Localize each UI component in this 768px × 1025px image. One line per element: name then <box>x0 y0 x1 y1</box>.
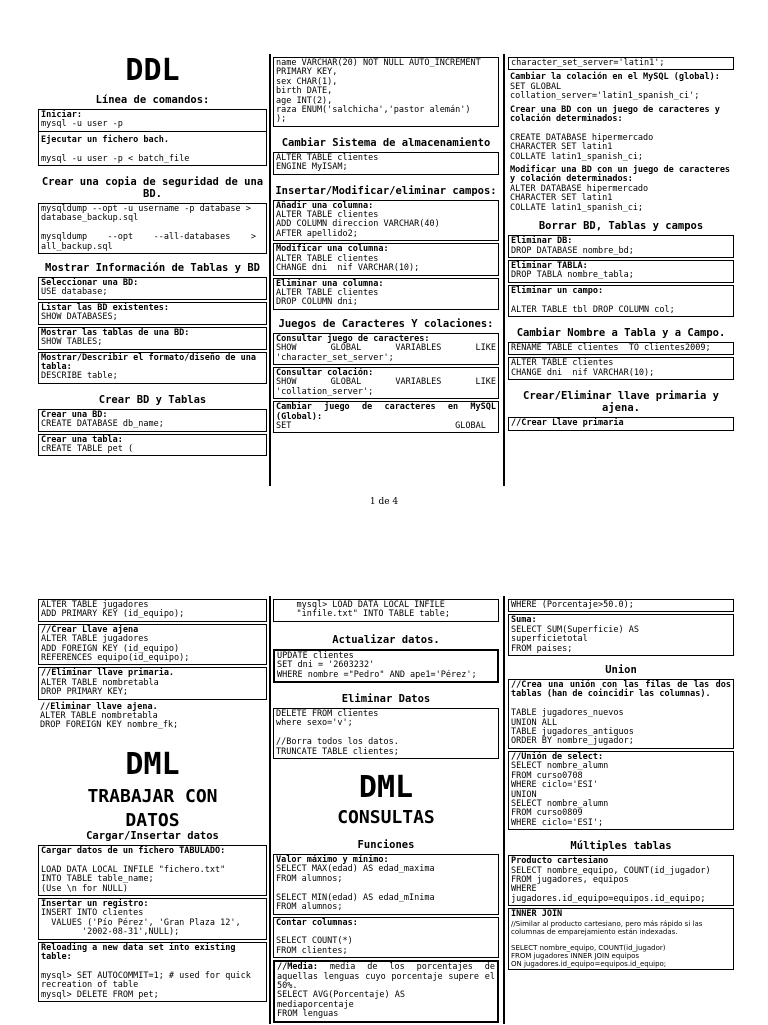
code-box-rename-table: RENAME TABLE clientes TO clientes2009; <box>508 342 734 355</box>
code-box-pk-cont: ALTER TABLE jugadores ADD PRIMARY KEY (id_equipo); <box>38 599 267 622</box>
code-box-avg: //Media: media de los porcentajes de aquellas lenguas cuyo porcentaje supere el 50%. SELECT AVG(Porcentaje) AS mediaporcentaje FROM lenguas <box>273 960 499 1022</box>
code-box-sum: Suma: SELECT SUM(Superficie) AS superficietotal FROM paises; <box>508 614 734 656</box>
section-heading: Crear BD y Tablas <box>98 393 207 406</box>
section-heading: Crear/Eliminar llave primaria y ajena. <box>523 390 719 415</box>
code-box-alter-db-charset: Modificar una BD con un juego de caracteres y colación determinados: ALTER DATABASE hipermercado CHARACTER SET latin1 COLLATE latin1_spanish_ci; <box>510 165 736 213</box>
code-box-set-collation: Cambiar la colación en el MySQL (global): SET GLOBAL collation_server='latin1_spanish_ci'; <box>510 72 720 102</box>
code-box-set-charset: Cambiar juego de caracteres en MySQL (Global): SET GLOBAL <box>273 401 499 433</box>
code-box-foreign-key: //Crear Llave ajena ALTER TABLE jugadores ADD FOREIGN KEY (id_equipo) REFERENCES equipo(id_equipo); <box>38 624 267 666</box>
code-box-count: Contar columnas: SELECT COUNT(*) FROM clientes; <box>273 917 499 959</box>
section-title: DML <box>358 770 414 806</box>
code-box-primary-key: //Crear Llave primaria <box>508 417 734 430</box>
code-box-delete: DELETE FROM clientes where sexo='v'; //Borra todos los datos. TRUNCATE TABLE clientes; <box>273 708 499 759</box>
code-box-union-tables: //Crea una unión con las filas de las dos tablas (han de coincidir las columnas). TABLE jugadores_nuevos UNION ALL TABLE jugadores_antiguos ORDER BY nombre_jugador; <box>508 679 734 749</box>
section-subtitle: CONSULTAS <box>337 807 435 829</box>
code-box-charset: Consultar juego de caracteres: SHOW GLOBAL VARIABLES LIKE 'character_set_server'; <box>273 333 499 365</box>
code-box-insert: Insertar un registro: INSERT INTO clientes VALUES ('Pío Pérez', 'Gran Plaza 12', '2002-08-31',NULL); <box>38 898 267 940</box>
code-box-drop-fk: //Eliminar llave ajena. ALTER TABLE nombretabla DROP FOREIGN KEY nombre_fk; <box>40 701 179 731</box>
section-heading: Mostrar Información de Tablas y BD <box>45 262 260 275</box>
code-box-create-db: Crear una BD: CREATE DATABASE db_name; <box>38 409 267 432</box>
section-heading: Actualizar datos. <box>332 633 440 646</box>
page2-column-1 <box>38 599 267 1004</box>
page2-column-2 <box>273 599 499 1025</box>
section-heading: Eliminar Datos <box>341 693 431 706</box>
section-heading: Cambiar Sistema de almacenamiento <box>281 136 491 149</box>
section-heading: Funciones <box>357 839 415 852</box>
page1-column-1 <box>38 54 267 458</box>
section-heading: Múltiples tablas <box>570 840 672 853</box>
section-heading: Juegos de Caracteres Y colaciones: <box>278 317 494 330</box>
code-box-backup: mysqldump --opt -u username -p database > database_backup.sql mysqldump --opt --all-databases > all_backup.sql <box>38 203 267 254</box>
code-box-engine: ALTER TABLE clientes ENGINE MyISAM; <box>273 152 499 175</box>
page-title: DDL <box>125 53 180 88</box>
code-box-describe: Mostrar/Describir el formato/diseño de una tabla: DESCRIBE table; <box>38 352 267 384</box>
code-box-rename-column: ALTER TABLE clientes CHANGE dni nif VARCHAR(10); <box>508 357 734 380</box>
section-heading: Cargar/Insertar datos <box>86 829 219 842</box>
section-heading: Línea de comandos: <box>95 94 210 106</box>
code-box-collation: Consultar colación: SHOW GLOBAL VARIABLES LIKE 'collation_server'; <box>273 367 499 399</box>
code-box-inner-join: INNER JOIN //Similar al producto cartesiano, pero más rápido si las columnas de emparejamiento están indexadas. SELECT nombre_equipo, COUNT(id_jugador) FROM jugadores INNER JOIN equipos ON jugadores.id_equipo=equipos.id_equipo; <box>508 908 734 969</box>
code-box-max-min: Valor máximo y mínimo: SELECT MAX(edad) AS edad_maxima FROM alumnos; SELECT MIN(edad) AS edad_mInima FROM alumnos; <box>273 854 499 914</box>
code-box-table-def: name VARCHAR(20) NOT NULL AUTO_INCREMENT PRIMARY KEY, sex CHAR(1), birth DATE, age INT(2), raza ENUM('salchicha','pastor alemán') ); <box>273 57 499 127</box>
page1-column-3 <box>508 57 734 433</box>
code-box-cartesian: Producto cartesiano SELECT nombre_equipo, COUNT(id_jugador) FROM jugadores, equipos WHERE jugadores.id_equipo=equipos.id_equipo; <box>508 855 734 906</box>
code-box-load-cont: mysql> LOAD DATA LOCAL INFILE "infile.txt" INTO TABLE table; <box>273 599 499 622</box>
code-box-modify-column: Modificar una columna: ALTER TABLE clientes CHANGE dni nif VARCHAR(10); <box>273 243 499 275</box>
code-box-batch: Ejecutar un fichero bach. mysql -u user -p < batch_file <box>38 131 267 166</box>
code-box-drop-table: Eliminar TABLA: DROP TABLA nombre_tabla; <box>508 260 734 283</box>
section-heading: Cambiar Nombre a Tabla y a Campo. <box>516 326 726 339</box>
code-box-create-table: Crear una tabla: cREATE TABLE pet ( <box>38 434 267 457</box>
section-title: DML <box>125 746 180 782</box>
column-divider <box>503 596 505 1024</box>
section-heading: Union <box>605 664 637 677</box>
code-box-drop-pk: //Eliminar llave primaria. ALTER TABLE nombretabla DROP PRIMARY KEY; <box>38 667 267 699</box>
code-box-login: Iniciar: mysql -u user -p <box>38 109 267 131</box>
code-box-select-db: Seleccionar una BD: USE database; <box>38 277 267 300</box>
code-box-drop-column: Eliminar un campo: ALTER TABLE tbl DROP COLUMN col; <box>508 285 734 317</box>
code-box-drop-db: Eliminar DB: DROP DATABASE nombre_bd; <box>508 235 734 258</box>
section-subtitle: TRABAJAR CON <box>87 785 218 807</box>
code-box-update: UPDATE clientes SET dni = '2603232' WHERE nombre ="Pedro" AND ape1='Pérez'; <box>273 649 499 683</box>
code-box-avg-cont: WHERE (Porcentaje>50.0); <box>508 599 734 612</box>
code-box-reload: Reloading a new data set into existing table: mysql> SET AUTOCOMMIT=1; # used for quick recreation of table mysql> DELETE FROM pet; <box>38 942 267 1002</box>
section-heading: Insertar/Modificar/eliminar campos: <box>275 184 497 197</box>
code-box-delete-column: Eliminar una columna: ALTER TABLE clientes DROP COLUMN dni; <box>273 278 499 310</box>
column-divider <box>269 54 271 486</box>
column-divider <box>269 596 271 1024</box>
page-2 <box>0 596 768 1024</box>
section-subtitle: DATOS <box>125 809 180 831</box>
section-heading: Borrar BD, Tablas y campos <box>538 220 704 233</box>
section-heading: Crear una copia de seguridad de una BD. <box>41 176 264 201</box>
code-box-add-column: Añadir una columna: ALTER TABLE clientes ADD COLUMN direccion VARCHAR(40) AFTER apellido2; <box>273 200 499 242</box>
page2-column-3 <box>508 599 737 972</box>
code-box-charset-cont: character_set_server='latin1'; <box>508 57 734 70</box>
column-divider <box>503 54 505 486</box>
code-box-list-db: Listar las BD existentes: SHOW DATABASES; <box>38 302 267 325</box>
code-box-create-db-charset: Crear una BD con un juego de caracteres y colación determinados: CREATE DATABASE hipermercado CHARACTER SET latin1 COLLATE latin1_spanish_ci; <box>510 104 725 162</box>
code-box-show-tables: Mostrar las tablas de una BD: SHOW TABLES; <box>38 327 267 350</box>
page-number: 1 de 4 <box>369 497 399 507</box>
page1-column-2 <box>273 57 502 435</box>
code-box-load-data: Cargar datos de un fichero TABULADO: LOAD DATA LOCAL INFILE "fichero.txt" INTO TABLE table_name; (Use \n for NULL) <box>38 845 267 896</box>
code-box-union-select: //Unión de select: SELECT nombre_alumn FROM curso0708 WHERE ciclo='ESI' UNION SELECT nombre_alumn FROM curso0809 WHERE ciclo='ESI'; <box>508 751 734 830</box>
